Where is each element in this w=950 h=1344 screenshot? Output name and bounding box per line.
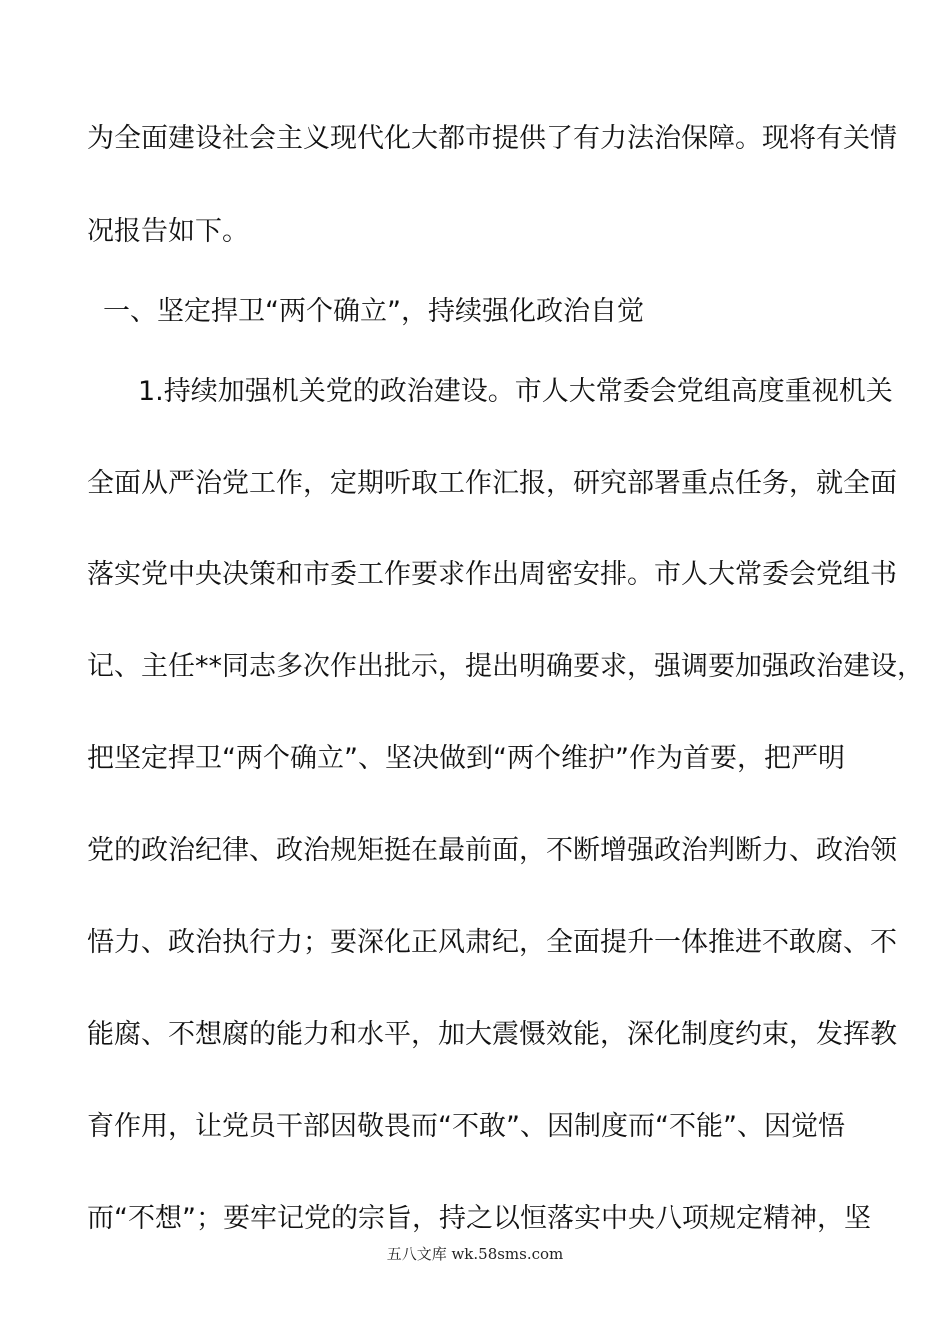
body-line: 把坚定捍卫“两个确立”、坚决做到“两个维护”作为首要，把严明 bbox=[87, 743, 845, 774]
body-line: 悟力、政治执行力；要深化正风肃纪，全面提升一体推进不敢腐、不 bbox=[87, 927, 897, 958]
body-line: 为全面建设社会主义现代化大都市提供了有力法治保障。现将有关情 bbox=[87, 123, 897, 154]
body-line: 况报告如下。 bbox=[87, 216, 249, 247]
paragraph-first-line: 1.持续加强机关党的政治建设。市人大常委会党组高度重视机关 bbox=[138, 376, 893, 407]
body-line: 记、主任**同志多次作出批示，提出明确要求，强调要加强政治建设， bbox=[87, 651, 924, 682]
body-line: 全面从严治党工作，定期听取工作汇报，研究部署重点任务，就全面 bbox=[87, 468, 897, 499]
body-line: 能腐、不想腐的能力和水平，加大震慑效能，深化制度约束，发挥教 bbox=[87, 1019, 897, 1050]
body-line: 育作用，让党员干部因敬畏而“不敢”、因制度而“不能”、因觉悟 bbox=[87, 1111, 845, 1142]
footer-watermark: 五八文库 wk.58sms.com bbox=[386, 1245, 564, 1263]
body-line: 党的政治纪律、政治规矩挺在最前面，不断增强政治判断力、政治领 bbox=[87, 835, 897, 866]
body-line: 落实党中央决策和市委工作要求作出周密安排。市人大常委会党组书 bbox=[87, 559, 897, 590]
body-line: 而“不想”；要牢记党的宗旨，持之以恒落实中央八项规定精神，坚 bbox=[87, 1203, 871, 1234]
section-heading: 一、坚定捍卫“两个确立”，持续强化政治自觉 bbox=[103, 296, 644, 327]
